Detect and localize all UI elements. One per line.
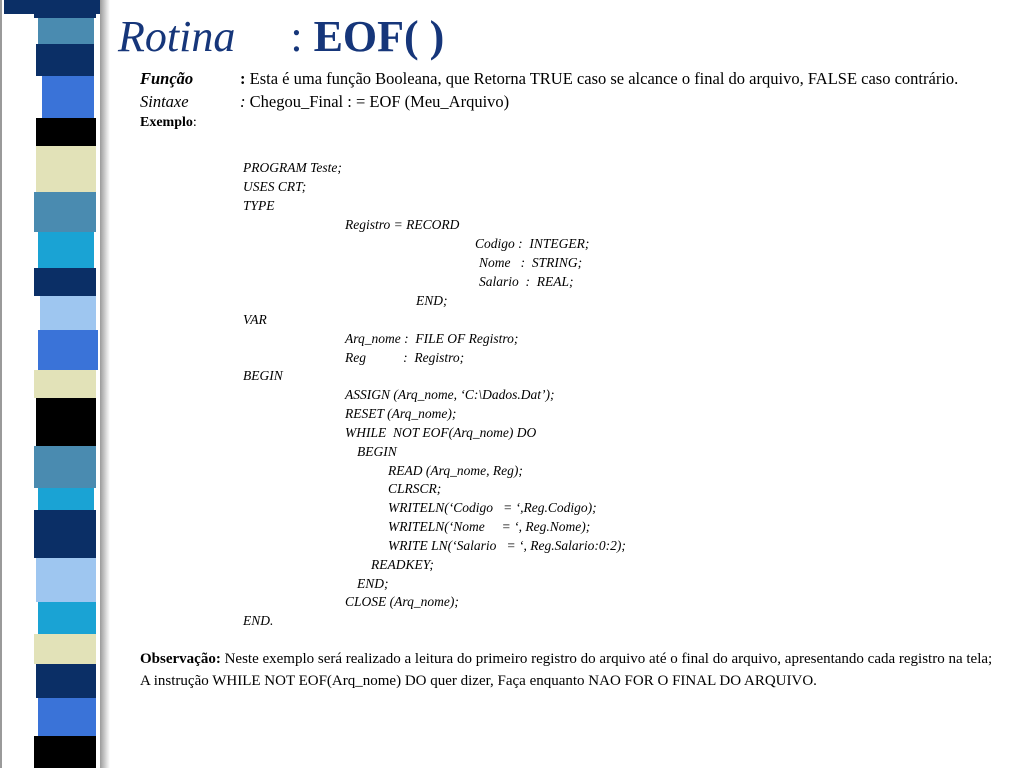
code-line: READKEY; xyxy=(371,557,434,572)
stripe-block xyxy=(34,634,96,664)
code-line: TYPE xyxy=(243,198,275,213)
sintaxe-text: Chegou_Final : = EOF (Meu_Arquivo) xyxy=(249,92,510,111)
code-line: PROGRAM Teste; xyxy=(243,160,342,175)
funcao-label: Função xyxy=(140,69,194,88)
stripe-block xyxy=(36,664,96,698)
stripe-block xyxy=(36,118,96,146)
code-line: WRITELN(‘Nome = ‘, Reg.Nome); xyxy=(388,519,591,534)
slide-body xyxy=(140,67,1000,133)
code-line: END. xyxy=(243,613,274,628)
title-function-name: EOF( ) xyxy=(313,12,445,61)
stripe-block xyxy=(38,488,94,510)
code-line: READ (Arq_nome, Reg); xyxy=(388,463,523,478)
stripe-block xyxy=(34,446,96,488)
code-line: Nome : STRING; xyxy=(479,255,583,270)
code-line: Registro = RECORD xyxy=(345,217,460,232)
code-line: BEGIN xyxy=(357,444,397,459)
code-line: ASSIGN (Arq_nome, ‘C:\Dados.Dat’); xyxy=(345,387,555,402)
code-line: Codigo : INTEGER; xyxy=(475,236,590,251)
stripe-block xyxy=(36,146,96,192)
title-colon: : xyxy=(290,12,314,61)
stripe-block xyxy=(38,330,98,370)
stripe-block xyxy=(4,0,100,14)
exemplo-colon: : xyxy=(192,115,197,130)
code-line: END; xyxy=(357,576,389,591)
stripe-block xyxy=(38,232,94,268)
observacao-text: Neste exemplo será realizado a leitura do primeiro registro do arquivo até o final do arquivo, apresentando cada registro na tela; xyxy=(220,651,993,667)
stripe-block xyxy=(38,602,96,634)
code-line: RESET (Arq_nome); xyxy=(345,406,457,421)
code-line: Reg : Registro; xyxy=(345,350,465,365)
stripe-block xyxy=(34,370,96,398)
stripe-block xyxy=(34,510,96,558)
exemplo-label: Exemplo xyxy=(140,115,193,130)
code-line: WHILE NOT EOF(Arq_nome) DO xyxy=(345,425,537,440)
code-line: WRITE LN(‘Salario = ‘, Reg.Salario:0:2); xyxy=(388,538,626,553)
stripe-block xyxy=(38,18,94,44)
observacao-line xyxy=(140,648,1000,670)
decorative-stripe xyxy=(0,0,118,768)
slide-title xyxy=(118,12,444,62)
code-line: Arq_nome : FILE OF Registro; xyxy=(345,331,519,346)
stripe-block xyxy=(40,296,96,330)
stripe-block xyxy=(36,44,94,76)
stripe-block xyxy=(36,558,96,602)
stripe-block xyxy=(42,76,94,118)
stripe-block xyxy=(34,192,96,232)
code-line: CLOSE (Arq_nome); xyxy=(345,594,459,609)
stripe-block xyxy=(36,398,96,446)
code-line: VAR xyxy=(243,312,267,327)
sintaxe-colon: : xyxy=(240,92,250,111)
funcao-text: Esta é uma função Booleana, que Retorna TRUE caso se alcance o final do arquivo, FALSE caso contrário. xyxy=(249,69,959,88)
code-line: BEGIN xyxy=(243,368,283,383)
sintaxe-paragraph xyxy=(140,90,1000,113)
code-line: END; xyxy=(416,293,448,308)
sintaxe-label: Sintaxe xyxy=(140,92,189,111)
code-line: WRITELN(‘Codigo = ‘,Reg.Codigo); xyxy=(388,500,597,515)
funcao-paragraph xyxy=(140,67,1000,90)
funcao-colon: : xyxy=(240,69,250,88)
title-word: Rotina xyxy=(118,12,236,61)
observacao-paragraph xyxy=(140,648,1000,692)
code-line: Salario : REAL; xyxy=(479,274,574,289)
stripe-block xyxy=(38,698,96,736)
observacao-label: Observação: xyxy=(140,651,221,667)
stripe-block xyxy=(34,268,96,296)
observacao-text-2: A instrução WHILE NOT EOF(Arq_nome) DO quer dizer, Faça enquanto NAO FOR O FINAL DO ARQUIVO. xyxy=(140,673,817,689)
code-line: USES CRT; xyxy=(243,179,307,194)
stripe-edge xyxy=(0,0,2,768)
code-line: CLRSCR; xyxy=(388,481,442,496)
stripe-shadow xyxy=(100,0,110,768)
stripe-block xyxy=(34,736,96,768)
exemplo-heading xyxy=(140,113,1000,133)
